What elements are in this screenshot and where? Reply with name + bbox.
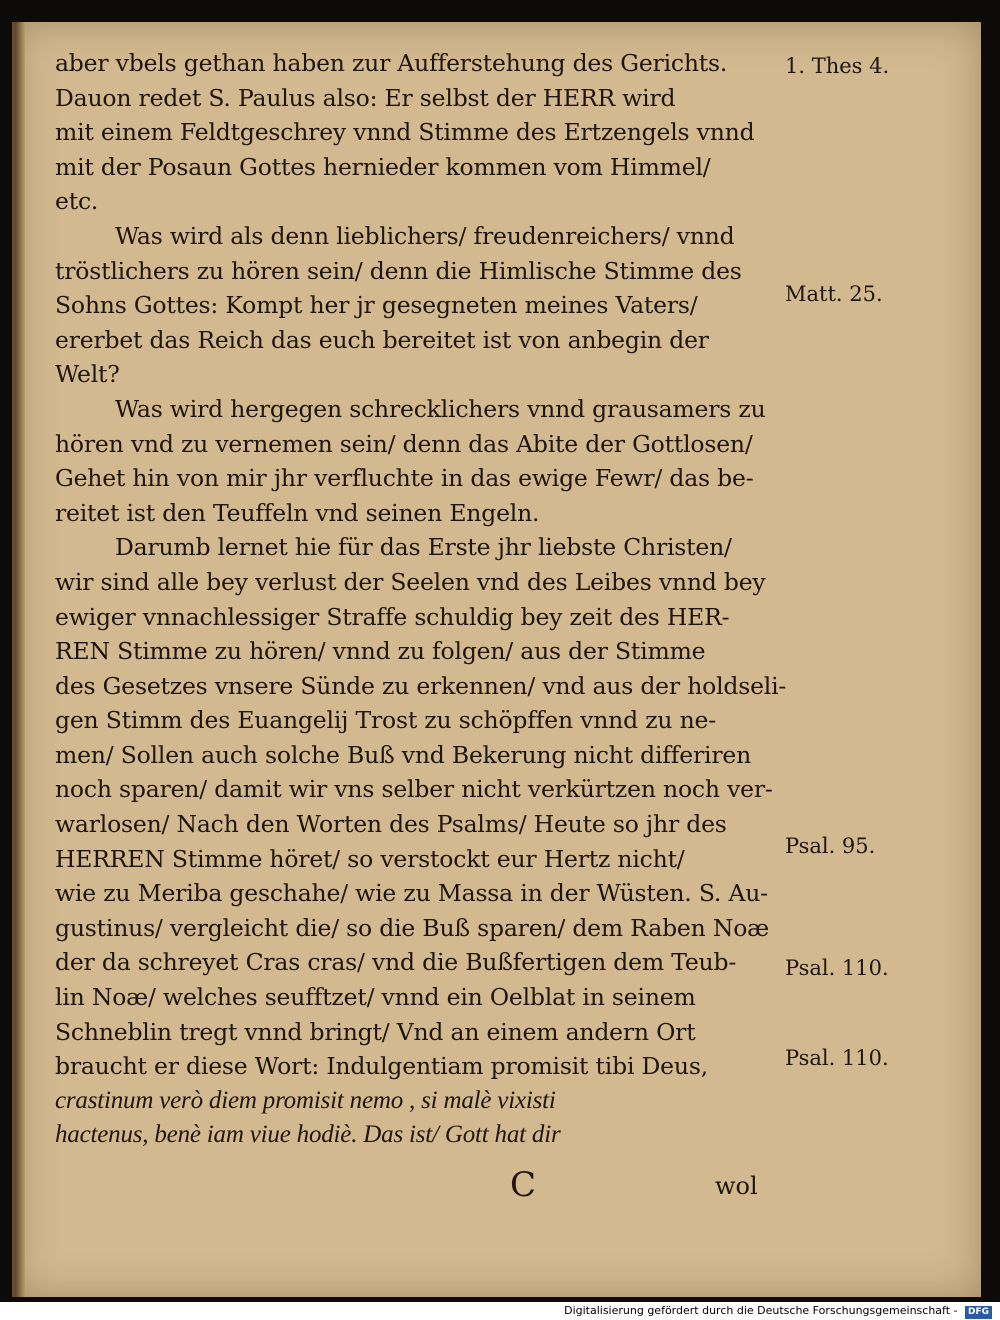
margin-note-psal110-second: Psal. 110.: [785, 1046, 889, 1070]
footer-text: Digitalisierung gefördert durch die Deutsche Forschungsgemeinschaft -: [564, 1304, 958, 1317]
margin-note-matt: Matt. 25.: [785, 282, 883, 306]
body-text: [55, 46, 787, 1153]
text-line: Sohns Gottes: Kompt her jr gesegneten meines Vaters/: [55, 291, 698, 320]
text-line: tröstlichers zu hören sein/ denn die Himlische Stimme des: [55, 256, 742, 285]
text-line: lin Noæ/ welches seufftzet/ vnnd ein Oelblat in seinem: [55, 983, 696, 1012]
text-line: hactenus, benè iam viue hodiè. Das ist/ Gott hat dir: [55, 1121, 561, 1149]
text-line: Was wird als denn lieblichers/ freudenreichers/ vnnd: [115, 221, 735, 250]
text-line: gustinus/ vergleicht die/ so die Buß sparen/ dem Raben Noæ: [55, 913, 770, 942]
text-line: gen Stimm des Euangelij Trost zu schöpffen vnnd zu ne-: [55, 706, 717, 735]
text-line: Darumb lernet hie für das Erste jhr liebste Christen/: [115, 533, 732, 562]
text-line: wir sind alle bey verlust der Seelen vnd des Leibes vnnd bey: [55, 567, 766, 596]
text-line: des Gesetzes vnsere Sünde zu erkennen/ vnd aus der holdseli-: [55, 671, 787, 700]
margin-note-psal95: Psal. 95.: [785, 834, 876, 858]
book-spine: [15, 22, 25, 1297]
text-line: warlosen/ Nach den Worten des Psalms/ Heute so jhr des: [55, 810, 727, 839]
text-line: ererbet das Reich das euch bereitet ist von anbegin der: [55, 325, 709, 354]
text-line: Was wird hergegen schrecklichers vnnd grausamers zu: [115, 394, 766, 423]
text-line: der da schreyet Cras cras/ vnd die Bußfertigen dem Teub-: [55, 948, 737, 977]
text-line: noch sparen/ damit wir vns selber nicht verkürtzen noch ver-: [55, 775, 773, 804]
text-line: ewiger vnnachlessiger Straffe schuldig bey zeit des HER-: [55, 602, 730, 631]
text-line: braucht er diese Wort: Indulgentiam promisit tibi Deus,: [55, 1052, 708, 1081]
text-line: HERREN Stimme höret/ so verstockt eur Hertz nicht/: [55, 844, 685, 873]
margin-note-psal110: Psal. 110.: [785, 956, 889, 980]
signature-mark: C: [510, 1165, 537, 1205]
text-line: men/ Sollen auch solche Buß vnd Bekerung nicht differiren: [55, 740, 751, 769]
text-line: Welt?: [55, 360, 120, 389]
text-line: etc.: [55, 187, 99, 216]
text-line: mit der Posaun Gottes hernieder kommen vom Himmel/: [55, 152, 711, 181]
text-line: crastinum verò diem promisit nemo , si malè vixisti: [55, 1086, 556, 1114]
text-line: Dauon redet S. Paulus also: Er selbst der HERR wird: [55, 83, 676, 112]
text-line: aber vbels gethan haben zur Aufferstehung des Gerichts.: [55, 49, 728, 77]
digitization-footer: [0, 1302, 1000, 1320]
text-line: wie zu Meriba geschahe/ wie zu Massa in der Wüsten. S. Au-: [55, 879, 768, 908]
text-line: Gehet hin von mir jhr verfluchte in das ewige Fewr/ das be-: [55, 464, 754, 493]
text-line: mit einem Feldtgeschrey vnnd Stimme des Ertzengels vnnd: [55, 118, 755, 147]
text-line: Schneblin tregt vnnd bringt/ Vnd an einem andern Ort: [55, 1017, 696, 1046]
book-page: [12, 22, 981, 1297]
text-line: reitet ist den Teuffeln vnd seinen Engeln.: [55, 498, 540, 527]
text-line: hören vnd zu vernemen sein/ denn das Abite der Gottlosen/: [55, 429, 753, 458]
dfg-logo: DFG: [965, 1306, 992, 1319]
text-line: REN Stimme zu hören/ vnnd zu folgen/ aus der Stimme: [55, 637, 706, 666]
margin-note-thes: 1. Thes 4.: [785, 54, 890, 78]
catchword: wol: [715, 1172, 758, 1200]
